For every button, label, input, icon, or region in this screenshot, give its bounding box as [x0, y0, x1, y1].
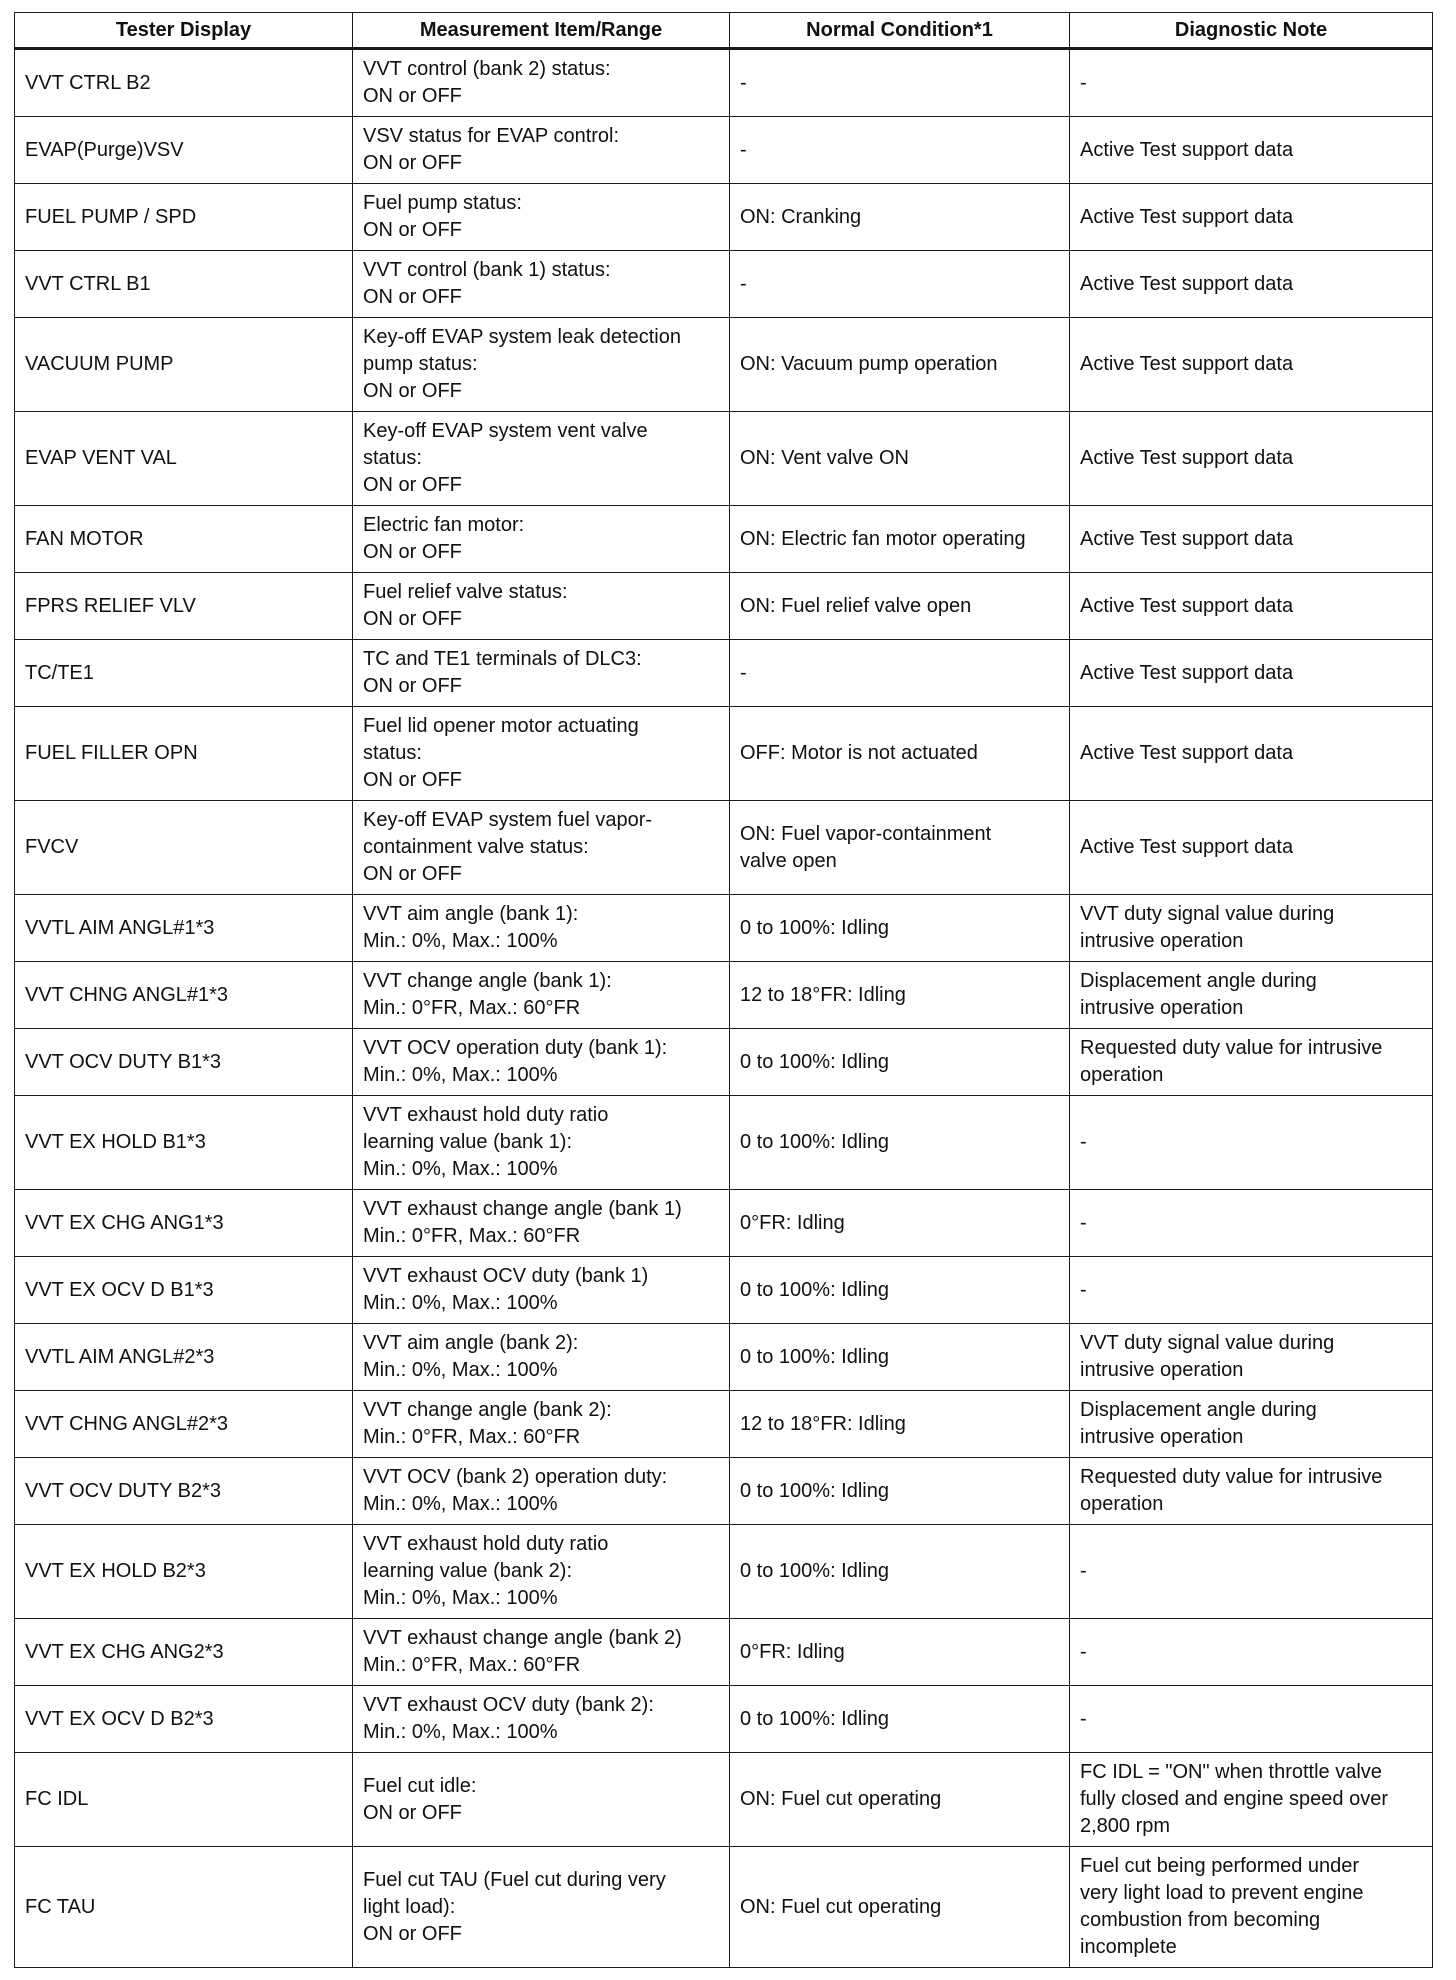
cell-measurement-item	[353, 117, 730, 184]
cell-diagnostic-note-line: Active Test support data	[1080, 836, 1294, 858]
cell-normal-condition-line: ON: Fuel vapor-containment	[740, 822, 992, 845]
cell-diagnostic-note-line: -	[1080, 1278, 1087, 1301]
cell-diagnostic-note	[1070, 801, 1433, 895]
cell-measurement-item-line: Min.: 0%, Max.: 100%	[363, 1721, 558, 1743]
cell-measurement-item	[353, 1686, 730, 1753]
cell-diagnostic-note-line: fully closed and engine speed over	[1080, 1788, 1388, 1810]
cell-measurement-item-line: ON or OFF	[363, 152, 462, 174]
cell-diagnostic-note	[1070, 1847, 1433, 1968]
cell-measurement-item-line: VVT aim angle (bank 2):	[363, 1332, 579, 1354]
cell-measurement-item	[353, 506, 730, 573]
table-row	[15, 184, 1433, 251]
cell-measurement-item-line: ON or OFF	[363, 1922, 462, 1945]
cell-normal-condition-line: 0 to 100%: Idling	[740, 1560, 889, 1582]
table-row	[15, 640, 1433, 707]
cell-normal-condition-line: valve open	[740, 849, 837, 872]
cell-tester-display: FUEL FILLER OPN	[15, 707, 353, 801]
cell-measurement-item-line: light load):	[363, 1895, 456, 1918]
cell-measurement-item	[353, 1847, 730, 1968]
table-row	[15, 573, 1433, 640]
cell-measurement-item	[353, 707, 730, 801]
cell-measurement-item-line: ON or OFF	[363, 219, 462, 241]
cell-measurement-item-line: VVT control (bank 2) status:	[363, 58, 611, 80]
table-row	[15, 318, 1433, 412]
cell-normal-condition	[730, 640, 1070, 707]
table-row	[15, 49, 1433, 117]
cell-tester-display: VVT CHNG ANGL#2*3	[15, 1391, 353, 1458]
cell-normal-condition	[730, 573, 1070, 640]
cell-diagnostic-note	[1070, 1096, 1433, 1190]
cell-normal-condition-line: 0 to 100%: Idling	[740, 1131, 889, 1153]
cell-measurement-item-line: VVT exhaust hold duty ratio	[363, 1104, 609, 1126]
cell-diagnostic-note	[1070, 1619, 1433, 1686]
cell-normal-condition	[730, 962, 1070, 1029]
cell-diagnostic-note	[1070, 184, 1433, 251]
cell-measurement-item	[353, 801, 730, 895]
cell-normal-condition	[730, 49, 1070, 117]
cell-tester-display: FAN MOTOR	[15, 506, 353, 573]
cell-diagnostic-note-line: Active Test support data	[1080, 205, 1294, 228]
cell-diagnostic-note	[1070, 1029, 1433, 1096]
cell-tester-display: VVT CTRL B1	[15, 251, 353, 318]
cell-normal-condition-line: -	[740, 138, 747, 161]
cell-diagnostic-note-line: Active Test support data	[1080, 138, 1294, 161]
cell-tester-display: VVT EX HOLD B1*3	[15, 1096, 353, 1190]
cell-measurement-item	[353, 1029, 730, 1096]
cell-measurement-item-line: ON or OFF	[363, 380, 462, 402]
table-row	[15, 412, 1433, 506]
table-row	[15, 1324, 1433, 1391]
cell-measurement-item-line: Min.: 0%, Max.: 100%	[363, 1359, 558, 1381]
cell-measurement-item-line: ON or OFF	[363, 286, 462, 308]
cell-normal-condition	[730, 412, 1070, 506]
cell-measurement-item-line: status:	[363, 742, 422, 764]
cell-measurement-item-line: containment valve status:	[363, 836, 589, 858]
cell-measurement-item-line: VVT exhaust OCV duty (bank 1)	[363, 1265, 649, 1287]
cell-normal-condition-line: 0 to 100%: Idling	[740, 1050, 889, 1073]
cell-normal-condition	[730, 1458, 1070, 1525]
table-row	[15, 1257, 1433, 1324]
cell-diagnostic-note-line: Displacement angle during	[1080, 1399, 1317, 1421]
cell-diagnostic-note-line: Active Test support data	[1080, 272, 1294, 295]
table-row	[15, 1458, 1433, 1525]
cell-diagnostic-note-line: Active Test support data	[1080, 594, 1294, 617]
cell-diagnostic-note-line: Active Test support data	[1080, 447, 1294, 469]
cell-normal-condition	[730, 1029, 1070, 1096]
cell-normal-condition-line: 12 to 18°FR: Idling	[740, 983, 906, 1006]
cell-normal-condition	[730, 1190, 1070, 1257]
cell-normal-condition-line: 0°FR: Idling	[740, 1211, 845, 1234]
cell-diagnostic-note	[1070, 707, 1433, 801]
cell-diagnostic-note-line: operation	[1080, 1064, 1164, 1086]
cell-measurement-item	[353, 1458, 730, 1525]
cell-tester-display: VVT OCV DUTY B1*3	[15, 1029, 353, 1096]
cell-measurement-item-line: VVT aim angle (bank 1):	[363, 903, 579, 925]
cell-measurement-item	[353, 49, 730, 117]
cell-normal-condition	[730, 1391, 1070, 1458]
cell-measurement-item	[353, 1096, 730, 1190]
table-row	[15, 1029, 1433, 1096]
cell-diagnostic-note-line: intrusive operation	[1080, 1359, 1244, 1381]
cell-normal-condition	[730, 1686, 1070, 1753]
cell-diagnostic-note	[1070, 962, 1433, 1029]
cell-measurement-item	[353, 1753, 730, 1847]
cell-measurement-item-line: VVT change angle (bank 2):	[363, 1399, 612, 1421]
cell-measurement-item-line: VSV status for EVAP control:	[363, 125, 620, 147]
cell-normal-condition-line: 0 to 100%: Idling	[740, 1278, 889, 1301]
cell-diagnostic-note-line: VVT duty signal value during	[1080, 903, 1335, 925]
cell-measurement-item-line: ON or OFF	[363, 474, 462, 496]
cell-measurement-item-line: Fuel relief valve status:	[363, 581, 568, 603]
data-list-table	[14, 12, 1433, 1968]
cell-measurement-item-line: Min.: 0°FR, Max.: 60°FR	[363, 1225, 581, 1247]
cell-normal-condition-line: OFF: Motor is not actuated	[740, 742, 978, 764]
cell-normal-condition	[730, 506, 1070, 573]
cell-tester-display: VVT EX HOLD B2*3	[15, 1525, 353, 1619]
cell-normal-condition	[730, 251, 1070, 318]
cell-diagnostic-note-line: VVT duty signal value during	[1080, 1332, 1335, 1354]
table-row	[15, 895, 1433, 962]
cell-normal-condition-line: ON: Fuel cut operating	[740, 1895, 942, 1918]
header-tester-display: Tester Display	[15, 13, 353, 49]
cell-normal-condition	[730, 1324, 1070, 1391]
cell-measurement-item-line: ON or OFF	[363, 85, 462, 107]
cell-measurement-item-line: TC and TE1 terminals of DLC3:	[363, 648, 642, 670]
cell-normal-condition-line: ON: Vent valve ON	[740, 447, 909, 469]
cell-measurement-item-line: Min.: 0°FR, Max.: 60°FR	[363, 1654, 581, 1676]
cell-measurement-item-line: ON or OFF	[363, 769, 462, 791]
table-row	[15, 506, 1433, 573]
cell-diagnostic-note-line: Requested duty value for intrusive	[1080, 1466, 1383, 1488]
cell-normal-condition-line: -	[740, 661, 747, 684]
cell-diagnostic-note-line: Active Test support data	[1080, 353, 1294, 375]
cell-diagnostic-note	[1070, 1324, 1433, 1391]
cell-tester-display: FVCV	[15, 801, 353, 895]
cell-diagnostic-note-line: Active Test support data	[1080, 742, 1294, 764]
cell-diagnostic-note	[1070, 1391, 1433, 1458]
cell-tester-display: VACUUM PUMP	[15, 318, 353, 412]
cell-measurement-item	[353, 1391, 730, 1458]
cell-diagnostic-note-line: combustion from becoming	[1080, 1909, 1321, 1931]
cell-measurement-item-line: Fuel cut idle:	[363, 1774, 477, 1797]
cell-normal-condition	[730, 1847, 1070, 1968]
header-measurement-item: Measurement Item/Range	[353, 13, 730, 49]
cell-normal-condition	[730, 1525, 1070, 1619]
cell-measurement-item-line: pump status:	[363, 353, 478, 375]
cell-normal-condition-line: -	[740, 71, 747, 94]
cell-tester-display: FC IDL	[15, 1753, 353, 1847]
cell-measurement-item-line: learning value (bank 1):	[363, 1131, 573, 1153]
cell-normal-condition-line: 0 to 100%: Idling	[740, 1707, 889, 1730]
cell-diagnostic-note	[1070, 640, 1433, 707]
cell-measurement-item	[353, 895, 730, 962]
cell-measurement-item-line: Key-off EVAP system fuel vapor-	[363, 809, 653, 831]
cell-tester-display: VVT EX OCV D B1*3	[15, 1257, 353, 1324]
cell-measurement-item-line: VVT OCV operation duty (bank 1):	[363, 1037, 668, 1059]
table-row	[15, 1391, 1433, 1458]
cell-measurement-item-line: Min.: 0°FR, Max.: 60°FR	[363, 1426, 581, 1448]
cell-diagnostic-note-line: -	[1080, 1211, 1087, 1234]
cell-tester-display: EVAP(Purge)VSV	[15, 117, 353, 184]
cell-tester-display: FPRS RELIEF VLV	[15, 573, 353, 640]
cell-measurement-item	[353, 1619, 730, 1686]
table-row	[15, 1190, 1433, 1257]
cell-diagnostic-note-line: Displacement angle during	[1080, 970, 1317, 992]
cell-normal-condition	[730, 1619, 1070, 1686]
cell-measurement-item-line: Min.: 0%, Max.: 100%	[363, 1587, 558, 1609]
cell-measurement-item-line: ON or OFF	[363, 608, 462, 630]
cell-normal-condition-line: 0 to 100%: Idling	[740, 916, 889, 939]
cell-normal-condition-line: 0°FR: Idling	[740, 1640, 845, 1663]
table-row	[15, 1525, 1433, 1619]
cell-tester-display: VVT OCV DUTY B2*3	[15, 1458, 353, 1525]
cell-diagnostic-note	[1070, 1753, 1433, 1847]
cell-measurement-item-line: Min.: 0%, Max.: 100%	[363, 1292, 558, 1314]
cell-normal-condition	[730, 895, 1070, 962]
cell-diagnostic-note-line: -	[1080, 1560, 1087, 1582]
cell-diagnostic-note-line: Active Test support data	[1080, 527, 1294, 550]
cell-measurement-item	[353, 573, 730, 640]
cell-normal-condition	[730, 801, 1070, 895]
cell-measurement-item-line: VVT exhaust change angle (bank 2)	[363, 1627, 682, 1649]
cell-measurement-item	[353, 318, 730, 412]
cell-measurement-item	[353, 962, 730, 1029]
table-row	[15, 117, 1433, 184]
cell-tester-display: VVT CTRL B2	[15, 49, 353, 117]
cell-normal-condition-line: 0 to 100%: Idling	[740, 1479, 889, 1502]
cell-measurement-item-line: Min.: 0%, Max.: 100%	[363, 1064, 558, 1086]
cell-diagnostic-note-line: -	[1080, 1640, 1087, 1663]
cell-normal-condition-line: ON: Cranking	[740, 205, 862, 228]
cell-measurement-item-line: Fuel lid opener motor actuating	[363, 715, 639, 737]
cell-diagnostic-note-line: operation	[1080, 1493, 1164, 1515]
cell-diagnostic-note	[1070, 117, 1433, 184]
cell-measurement-item-line: VVT exhaust OCV duty (bank 2):	[363, 1694, 654, 1716]
table-row	[15, 1686, 1433, 1753]
cell-measurement-item-line: Key-off EVAP system vent valve	[363, 420, 648, 442]
cell-tester-display: VVT CHNG ANGL#1*3	[15, 962, 353, 1029]
cell-measurement-item	[353, 1257, 730, 1324]
cell-diagnostic-note	[1070, 1190, 1433, 1257]
cell-diagnostic-note	[1070, 573, 1433, 640]
cell-diagnostic-note	[1070, 1686, 1433, 1753]
cell-normal-condition	[730, 117, 1070, 184]
cell-measurement-item-line: ON or OFF	[363, 863, 462, 885]
cell-normal-condition-line: ON: Electric fan motor operating	[740, 527, 1026, 550]
table-row	[15, 1847, 1433, 1968]
table-row	[15, 1096, 1433, 1190]
cell-tester-display: VVTL AIM ANGL#1*3	[15, 895, 353, 962]
cell-normal-condition	[730, 1257, 1070, 1324]
cell-measurement-item	[353, 251, 730, 318]
cell-normal-condition-line: 12 to 18°FR: Idling	[740, 1412, 906, 1435]
table-row	[15, 962, 1433, 1029]
cell-measurement-item-line: Fuel cut TAU (Fuel cut during very	[363, 1868, 666, 1891]
cell-diagnostic-note-line: Fuel cut being performed under	[1080, 1855, 1360, 1877]
cell-diagnostic-note-line: -	[1080, 71, 1087, 94]
cell-measurement-item-line: VVT exhaust change angle (bank 1)	[363, 1198, 682, 1220]
cell-diagnostic-note	[1070, 1525, 1433, 1619]
cell-measurement-item	[353, 1525, 730, 1619]
cell-diagnostic-note	[1070, 251, 1433, 318]
cell-normal-condition	[730, 184, 1070, 251]
cell-measurement-item-line: Key-off EVAP system leak detection	[363, 326, 681, 348]
cell-diagnostic-note-line: Active Test support data	[1080, 661, 1294, 684]
cell-measurement-item-line: VVT control (bank 1) status:	[363, 259, 611, 281]
cell-measurement-item-line: VVT exhaust hold duty ratio	[363, 1533, 609, 1555]
cell-tester-display: TC/TE1	[15, 640, 353, 707]
table-row	[15, 707, 1433, 801]
cell-measurement-item	[353, 412, 730, 506]
table-row	[15, 1753, 1433, 1847]
cell-measurement-item-line: ON or OFF	[363, 1801, 462, 1824]
cell-normal-condition-line: -	[740, 272, 747, 295]
cell-measurement-item-line: learning value (bank 2):	[363, 1560, 573, 1582]
cell-tester-display: VVT EX CHG ANG1*3	[15, 1190, 353, 1257]
cell-diagnostic-note	[1070, 1458, 1433, 1525]
cell-diagnostic-note-line: Requested duty value for intrusive	[1080, 1037, 1383, 1059]
cell-diagnostic-note-line: incomplete	[1080, 1936, 1177, 1958]
cell-diagnostic-note-line: intrusive operation	[1080, 930, 1244, 952]
cell-diagnostic-note-line: intrusive operation	[1080, 997, 1244, 1019]
cell-normal-condition-line: ON: Fuel cut operating	[740, 1788, 942, 1810]
cell-normal-condition-line: ON: Fuel relief valve open	[740, 594, 972, 617]
cell-measurement-item	[353, 1190, 730, 1257]
cell-normal-condition	[730, 1753, 1070, 1847]
cell-measurement-item	[353, 640, 730, 707]
cell-tester-display: FC TAU	[15, 1847, 353, 1968]
cell-normal-condition	[730, 318, 1070, 412]
table-row	[15, 251, 1433, 318]
cell-measurement-item-line: Min.: 0°FR, Max.: 60°FR	[363, 997, 581, 1019]
cell-normal-condition-line: 0 to 100%: Idling	[740, 1345, 889, 1368]
cell-diagnostic-note	[1070, 895, 1433, 962]
header-normal-condition: Normal Condition*1	[730, 13, 1070, 49]
cell-tester-display: EVAP VENT VAL	[15, 412, 353, 506]
cell-diagnostic-note-line: -	[1080, 1707, 1087, 1730]
cell-measurement-item-line: status:	[363, 447, 422, 469]
cell-tester-display: VVT EX CHG ANG2*3	[15, 1619, 353, 1686]
cell-diagnostic-note-line: intrusive operation	[1080, 1426, 1244, 1448]
cell-measurement-item	[353, 1324, 730, 1391]
cell-measurement-item-line: Fuel pump status:	[363, 192, 522, 214]
cell-measurement-item-line: ON or OFF	[363, 675, 462, 697]
cell-diagnostic-note	[1070, 412, 1433, 506]
cell-diagnostic-note	[1070, 1257, 1433, 1324]
cell-measurement-item-line: Min.: 0%, Max.: 100%	[363, 930, 558, 952]
table-row	[15, 801, 1433, 895]
cell-measurement-item-line: Min.: 0%, Max.: 100%	[363, 1493, 558, 1515]
cell-measurement-item-line: VVT change angle (bank 1):	[363, 970, 612, 992]
cell-measurement-item-line: Min.: 0%, Max.: 100%	[363, 1158, 558, 1180]
cell-measurement-item-line: Electric fan motor:	[363, 514, 525, 536]
cell-diagnostic-note-line: FC IDL = "ON" when throttle valve	[1080, 1761, 1382, 1783]
cell-tester-display: VVTL AIM ANGL#2*3	[15, 1324, 353, 1391]
cell-diagnostic-note	[1070, 506, 1433, 573]
cell-measurement-item	[353, 184, 730, 251]
cell-diagnostic-note-line: -	[1080, 1131, 1087, 1153]
table-row	[15, 1619, 1433, 1686]
cell-tester-display: VVT EX OCV D B2*3	[15, 1686, 353, 1753]
cell-diagnostic-note	[1070, 318, 1433, 412]
table-header-row	[15, 13, 1433, 49]
cell-normal-condition	[730, 1096, 1070, 1190]
header-diagnostic-note: Diagnostic Note	[1070, 13, 1433, 49]
cell-normal-condition-line: ON: Vacuum pump operation	[740, 353, 998, 375]
cell-tester-display: FUEL PUMP / SPD	[15, 184, 353, 251]
cell-measurement-item-line: VVT OCV (bank 2) operation duty:	[363, 1466, 668, 1488]
cell-diagnostic-note	[1070, 49, 1433, 117]
cell-normal-condition	[730, 707, 1070, 801]
cell-diagnostic-note-line: 2,800 rpm	[1080, 1815, 1171, 1837]
cell-measurement-item-line: ON or OFF	[363, 541, 462, 563]
cell-diagnostic-note-line: very light load to prevent engine	[1080, 1882, 1364, 1904]
